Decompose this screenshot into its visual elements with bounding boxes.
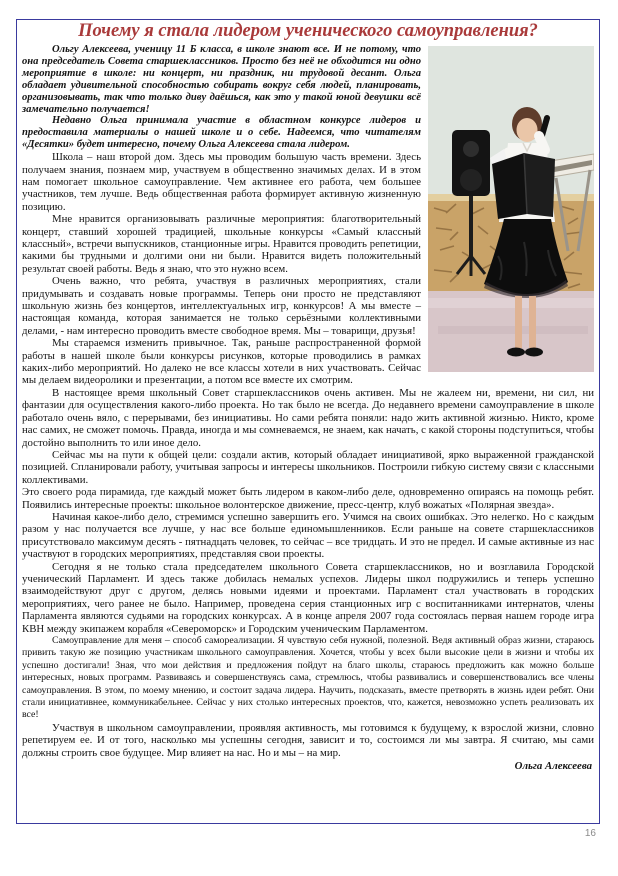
body-paragraph: Мы стараемся изменить привычное. Так, раньше распространенной формой работы в нашей школе были конкурсы рисунков, которые проводились в рамках каких-либо мероприятий. Но далеко не все классы хотели в них участвовать. Сейчас мы делаем видеоролики и презентации, а потом все вместе их смотрим. [22,337,421,387]
article-photo [428,46,594,372]
body-paragraph: Участвуя в школьном самоуправлении, проявляя активность, мы готовимся к будущему, к взрослой жизни, словно репетируем ее. И от того, насколько мы успешны сегодня, зависит и то, состоимся ли мы завтра. Я считаю, мы сами должны строить свое будущее. Мир влияет на нас. Но и мы – на мир. [22,721,594,759]
body-paragraph: В настоящее время школьный Совет старшеклассников очень активен. Мы не жалеем ни, времени, ни сил, ни фантазии для осуществления какого-либо проекта. Но так было не всегда. До недавнего времени самоуправление в школе работало очень вяло, с перерывами, без инициативы. Но сами ребята поняли: надо жить активной жизнью. Никто, кроме нас самих, не сможет помочь. Правда, иногда и мы сомневаемся, не знаем, как начать, с какой стороны подступиться, чтобы достойно выполнить то или иное дело. [22,386,594,449]
column-paragraph: Мне нравится организовывать различные мероприятия: благотворительный концерт, ставший хорошей традицией, школьные конкурсы «Самый классный классный», встречи выпускников, станционные игры. Нравится проводить репетиции, какими бы трудными и долгими они ни были. Нравится видеть положительный результат своей работы. Ведь я знаю, что это нужно всем. [22,213,421,275]
column-paragraph: Очень важно, что ребята, участвуя в различных мероприятиях, стали придумывать и создавать новые программы. Теперь они просто не представляют школьную жизнь без концертов, интеллектуальных игр, конкурсов! А мы вместе – настоящая команда, которая занимается не только серьёзными коллективными делами, - нам интересно проводить вместе свободное время. Мы – товарищи, друзья! [22,275,421,337]
intro-paragraph: Ольгу Алексеева, ученицу 11 Б класса, в школе знают все. И не потому, что она председатель Совета старшеклассников. Просто без неё не обходится ни одно мероприятие в школе: ни концерт, ни праздник, ни трудовой десант. Ольга обладает удивительной способностью собирать вокруг себя людей, планировать, организовывать, так что только диву даёшься, как это у такой юной девушки всё замечательно получается! [22,44,421,115]
stage-photo-illustration [428,46,594,372]
body-paragraph: Сейчас мы на пути к общей цели: создали актив, который обладает инициативой, ярко выраженной гражданской позицией. Спланировали работу, учитывая запросы и интересы школьников. Построили гибкую систему связи с классными коллективами. [22,448,594,486]
body-paragraph: Сегодня я не только стала председателем школьного Совета старшеклассников, но и возглавила Городской ученический Парламент. И здесь также добилась немалых успехов. Лидеры школ подружились и теперь успешно взаимодействуют друг с другом, делясь новыми идеями и проектами. Парламент стал участвовать в городских мероприятиях, чего ранее не было. Например, проведена серия станционных игр с воспитанниками интернатов, члены Парламента являются судьями на городских конкурсах. А в конце апреля 2007 года состоялась первая нашем городе игра КВН между экипажем корабля «Североморск» и Городским ученическим Парламентом. [22,560,594,635]
page-number: 16 [584,828,596,839]
body-paragraph: Это своего рода пирамида, где каждый может быть лидером в каком-либо деле, одновременно опираясь на помощь ребят. Появились интересные проекты: школьное волонтерское движение, пресс-центр, клуб вожатых «Полярная звезда». [22,486,594,511]
author-signature: Ольга Алексеева [514,760,592,773]
article-title: Почему я стала лидером ученического самоуправления? [78,21,538,41]
page-border-frame [16,19,600,824]
intro-paragraph: Недавно Ольга принимала участие в областном конкурсе лидеров и предоставила материалы о нашей школе и о себе. Надеемся, что читателям «Десятки» будет интересно, почему Ольга Алексеева стала лидером. [22,115,421,151]
body-paragraph-small: Самоуправление для меня – способ самореализации. Я чувствую себя нужной, полезной. Ведя активный образ жизни, стараюсь привить такую же позицию участникам школьного самоуправления. Хочется, чтобы у всех были высокие цели в жизни и чтобы их успешно достигали! Зная, что мои действия и предложения пойдут на благо школы, стараюсь предложить как можно больше интересных, новых программ. Развиваясь и совершенствуясь сама, стремлюсь, чтобы развивались и совершенствовались все члены самоуправления. В этом, по моему мнению, и состоит задача лидера. Научить, подсказать, вместе претворять в жизнь идеи ребят. Они стали инициативнее, коммуникабельнее. Сейчас у них столько интересных проектов, что, кажется, невозможно успеть реализовать их все! [22,635,594,721]
column-paragraph: Школа – наш второй дом. Здесь мы проводим большую часть времени. Здесь получаем знания, познаем мир, участвуем в общественно значимых делах. И в этом нам помогает школьное самоуправление. Чем активнее его работа, чем большее участников, тем лучше. Ведь общественная работа формирует активную жизненную позицию. [22,151,421,213]
body-paragraph: Начиная какое-либо дело, стремимся успешно завершить его. Учимся на своих ошибках. Это нелегко. Но с каждым разом у нас получается все лучше, у нас все больше единомышленников. Если раньше на совете старшеклассников присутствовало максимум десять - пятнадцать человек, то сейчас – все тридцать. И это не предел. И самые активные из нас участвуют в городских мероприятиях, представляя свои проекты. [22,510,594,561]
